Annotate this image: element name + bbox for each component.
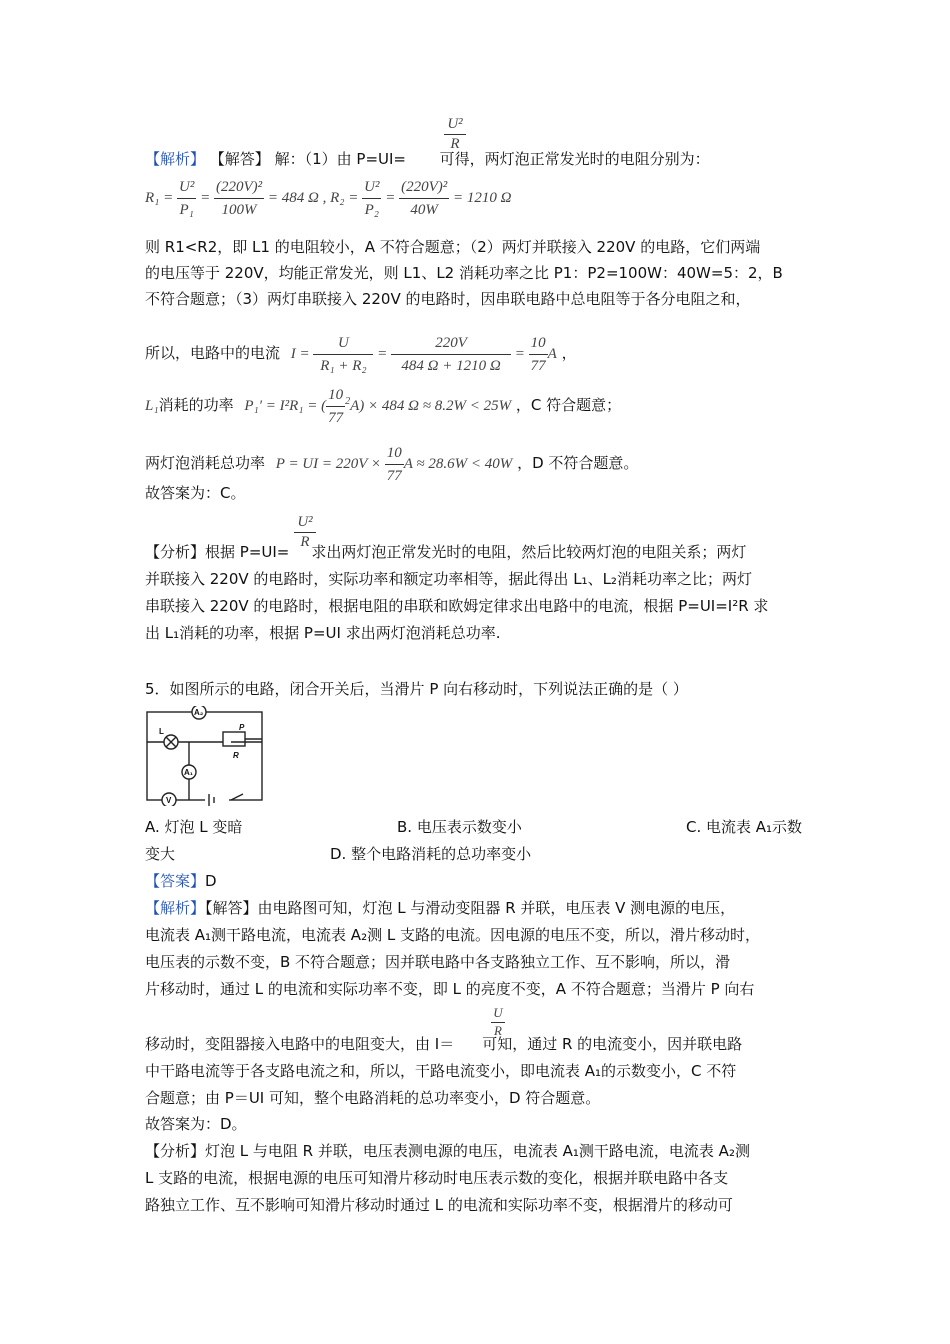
- result-r1: = 484 Ω ,: [267, 189, 327, 206]
- equals: =: [514, 346, 525, 362]
- analysis-tag: 【解析】: [145, 150, 206, 168]
- paragraph-line: 电压表的示数不变，B 不符合题意；因并联电路中各支路独立工作、互不影响，所以，滑: [145, 953, 731, 971]
- label-a2: A₂: [194, 708, 204, 717]
- equals: =: [385, 189, 396, 206]
- paragraph-line: L 支路的电流，根据电源的电压可知滑片移动时电压表示数的变化，根据并联电路中各支: [145, 1169, 729, 1187]
- frac-10-77: [385, 442, 404, 487]
- analysis-tag: 【分析】: [145, 543, 206, 561]
- power-l1-suffix: ，C 符合题意；: [515, 396, 622, 414]
- fraction-numerator: U²: [294, 512, 316, 533]
- analysis-text-a: 根据 P=UI=: [205, 543, 290, 561]
- paragraph-line: [145, 1033, 742, 1055]
- frac-u2-p1: [177, 176, 196, 221]
- circuit-diagram: [145, 706, 265, 806]
- i-label: I =: [290, 346, 310, 362]
- frac-10-77: [326, 384, 345, 429]
- option-d: D. 整个电路消耗的总功率变小: [330, 845, 532, 863]
- option-c-cont: 变大: [145, 845, 176, 863]
- paragraph-line: 电流表 A₁测干路电流，电流表 A₂测 L 支路的电流。因电源的电压不变，所以，滑片移动时，: [145, 926, 760, 944]
- total-label: 两灯泡消耗总功率: [145, 454, 266, 472]
- num: 10: [529, 332, 548, 355]
- fraction-denominator: R: [450, 136, 460, 152]
- current-label: 所以，电路中的电流: [145, 344, 281, 362]
- paragraph-line: 则 R1<R2，即 L1 的电阻较小，A 不符合题意；（2）两灯并联接入 220V 的电路，它们两端: [145, 238, 761, 256]
- answer-row: [145, 870, 217, 892]
- answer-value: D: [205, 872, 217, 890]
- current-formula: [291, 332, 557, 377]
- den: 77: [386, 468, 402, 485]
- lhs: P = UI = 220V ×: [275, 456, 382, 472]
- option-a: A. 灯泡 L 变暗: [145, 818, 243, 836]
- option-c: C. 电流表 A₁示数: [686, 818, 803, 836]
- label-p: P: [239, 723, 245, 732]
- paragraph-line: 的电压等于 220V，均能正常发光，则 L1、L2 消耗功率之比 P1：P2=100W：40W=5：2，B: [145, 264, 783, 282]
- frac-u2-p2: [362, 176, 381, 221]
- question-5: 5．如图所示的电路，闭合开关后，当滑片 P 向右移动时，下列说法正确的是（ ）: [145, 680, 688, 698]
- power-l1-label: 消耗的功率: [158, 396, 234, 414]
- den: R₁ + R₂: [320, 358, 367, 375]
- solution-tag: 【解答】: [209, 150, 270, 168]
- frac-220-100: [214, 176, 264, 221]
- power-l1-row: [145, 372, 621, 429]
- equals: =: [377, 346, 388, 362]
- answer-tag: 【答案】: [145, 872, 206, 890]
- den: 77: [530, 358, 546, 375]
- rest: A ≈ 28.6W < 40W: [403, 456, 513, 472]
- paragraph-line: 合题意；由 P＝UI 可知，整个电路消耗的总功率变小，D 符合题意。: [145, 1089, 601, 1107]
- analysis-tag: 【分析】: [145, 1142, 206, 1160]
- num: (220V)²: [399, 176, 449, 199]
- analysis-text: 灯泡 L 与电阻 R 并联，电压表测电源的电压，电流表 A₁测干路电流，电流表 A₂测: [205, 1142, 750, 1160]
- r2-label: R₂ =: [330, 189, 359, 206]
- den: 40W: [410, 202, 438, 218]
- paragraph-line: 中干路电流等于各支路电流之和，所以，干路电流变小，即电流表 A₁的示数变小，C 不符: [145, 1062, 737, 1080]
- fraction-denominator: R: [300, 534, 310, 550]
- solution-text: 由电路图可知，灯泡 L 与滑动变阻器 R 并联，电压表 V 测电源的电压，: [257, 899, 736, 917]
- fraction-numerator: U: [491, 1004, 505, 1023]
- paragraph-line: 路独立工作、互不影响可知滑片移动时通过 L 的电流和实际功率不变，根据滑片的移动可: [145, 1196, 733, 1214]
- fraction-numerator: U²: [444, 114, 466, 135]
- result-r2: = 1210 Ω: [452, 189, 512, 206]
- analysis-text-b: 求出两灯泡正常发光时的电阻，然后比较两灯泡的电阻关系；两灯: [311, 543, 747, 561]
- label-a1: A₁: [184, 768, 194, 777]
- rest: A) × 484 Ω ≈ 8.2W < 25W: [350, 398, 512, 414]
- frac-10-77: [529, 332, 548, 377]
- num: U²: [177, 176, 196, 199]
- frac-u-r: [313, 332, 373, 377]
- solution-tag: 【解答】: [205, 899, 258, 917]
- text-b: 可知，通过 R 的电流变小，因并联电路: [482, 1035, 743, 1053]
- option-b: B. 电压表示数变小: [397, 818, 522, 836]
- label-r: R: [233, 751, 239, 760]
- total-power-row: [145, 428, 638, 487]
- l1-symbol: L₁: [145, 398, 159, 414]
- equals: =: [200, 189, 211, 206]
- label-v: V: [166, 796, 172, 805]
- frac-220-40: [399, 176, 449, 221]
- analysis-line: [145, 1140, 750, 1162]
- paragraph-line: 并联接入 220V 的电路时，实际功率和额定功率相等，据此得出 L₁、L₂消耗功率之比；两灯: [145, 570, 752, 588]
- total-formula: [276, 442, 512, 487]
- circuit-outline: [147, 712, 262, 800]
- exponent: 2: [345, 396, 351, 407]
- switch-icon: [231, 794, 243, 800]
- solution-text-a: 解：（1）由 P=UI=: [274, 150, 406, 168]
- paragraph-line: 串联接入 220V 的电路时，根据电阻的串联和欧姆定律求出电路中的电流，根据 P=UI=I²R 求: [145, 597, 769, 615]
- label-l: L: [159, 727, 164, 736]
- num: (220V)²: [214, 176, 264, 199]
- total-suffix: ，D 不符合题意。: [517, 454, 639, 472]
- num: U²: [362, 176, 381, 199]
- analysis-line: [145, 541, 746, 563]
- comma: ，: [561, 344, 577, 362]
- fraction-denominator: R: [494, 1023, 502, 1038]
- num: 10: [385, 442, 404, 465]
- den: 484 Ω + 1210 Ω: [401, 358, 501, 375]
- den: 77: [328, 410, 344, 427]
- r1-label: R₁ =: [145, 189, 174, 206]
- solution-line: [145, 897, 735, 919]
- den: 100W: [221, 202, 257, 218]
- analysis-tag: 【解析】: [145, 899, 206, 917]
- lhs: P₁′ = I²R₁ = (: [244, 398, 327, 414]
- solution-intro: [145, 148, 710, 170]
- power-l1-formula: [244, 384, 511, 429]
- answer-line: 故答案为：C。: [145, 484, 246, 502]
- unit: A: [547, 346, 557, 362]
- den: P₂: [364, 202, 379, 218]
- paragraph-line: 片移动时，通过 L 的电流和实际功率不变，即 L 的亮度不变，A 不符合题意；当滑片 P 向右: [145, 980, 755, 998]
- paragraph-line: 不符合题意；（3）两灯串联接入 220V 的电路时，因串联电路中总电阻等于各分电阻之和，: [145, 290, 751, 308]
- num: 10: [326, 384, 345, 407]
- den: P₁: [179, 202, 194, 218]
- paragraph-line: 出 L₁消耗的功率，根据 P=UI 求出两灯泡消耗总功率.: [145, 624, 501, 642]
- text-a: 移动时，变阻器接入电路中的电阻变大，由 I＝: [145, 1035, 455, 1053]
- num: U: [313, 332, 373, 355]
- answer-line: 故答案为：D。: [145, 1115, 247, 1133]
- solution-text-b: 可得，两灯泡正常发光时的电阻分别为：: [439, 150, 710, 168]
- resistance-formula: [145, 176, 511, 221]
- num: 220V: [391, 332, 511, 355]
- current-row: [145, 318, 577, 377]
- frac-220-ohms: [391, 332, 511, 377]
